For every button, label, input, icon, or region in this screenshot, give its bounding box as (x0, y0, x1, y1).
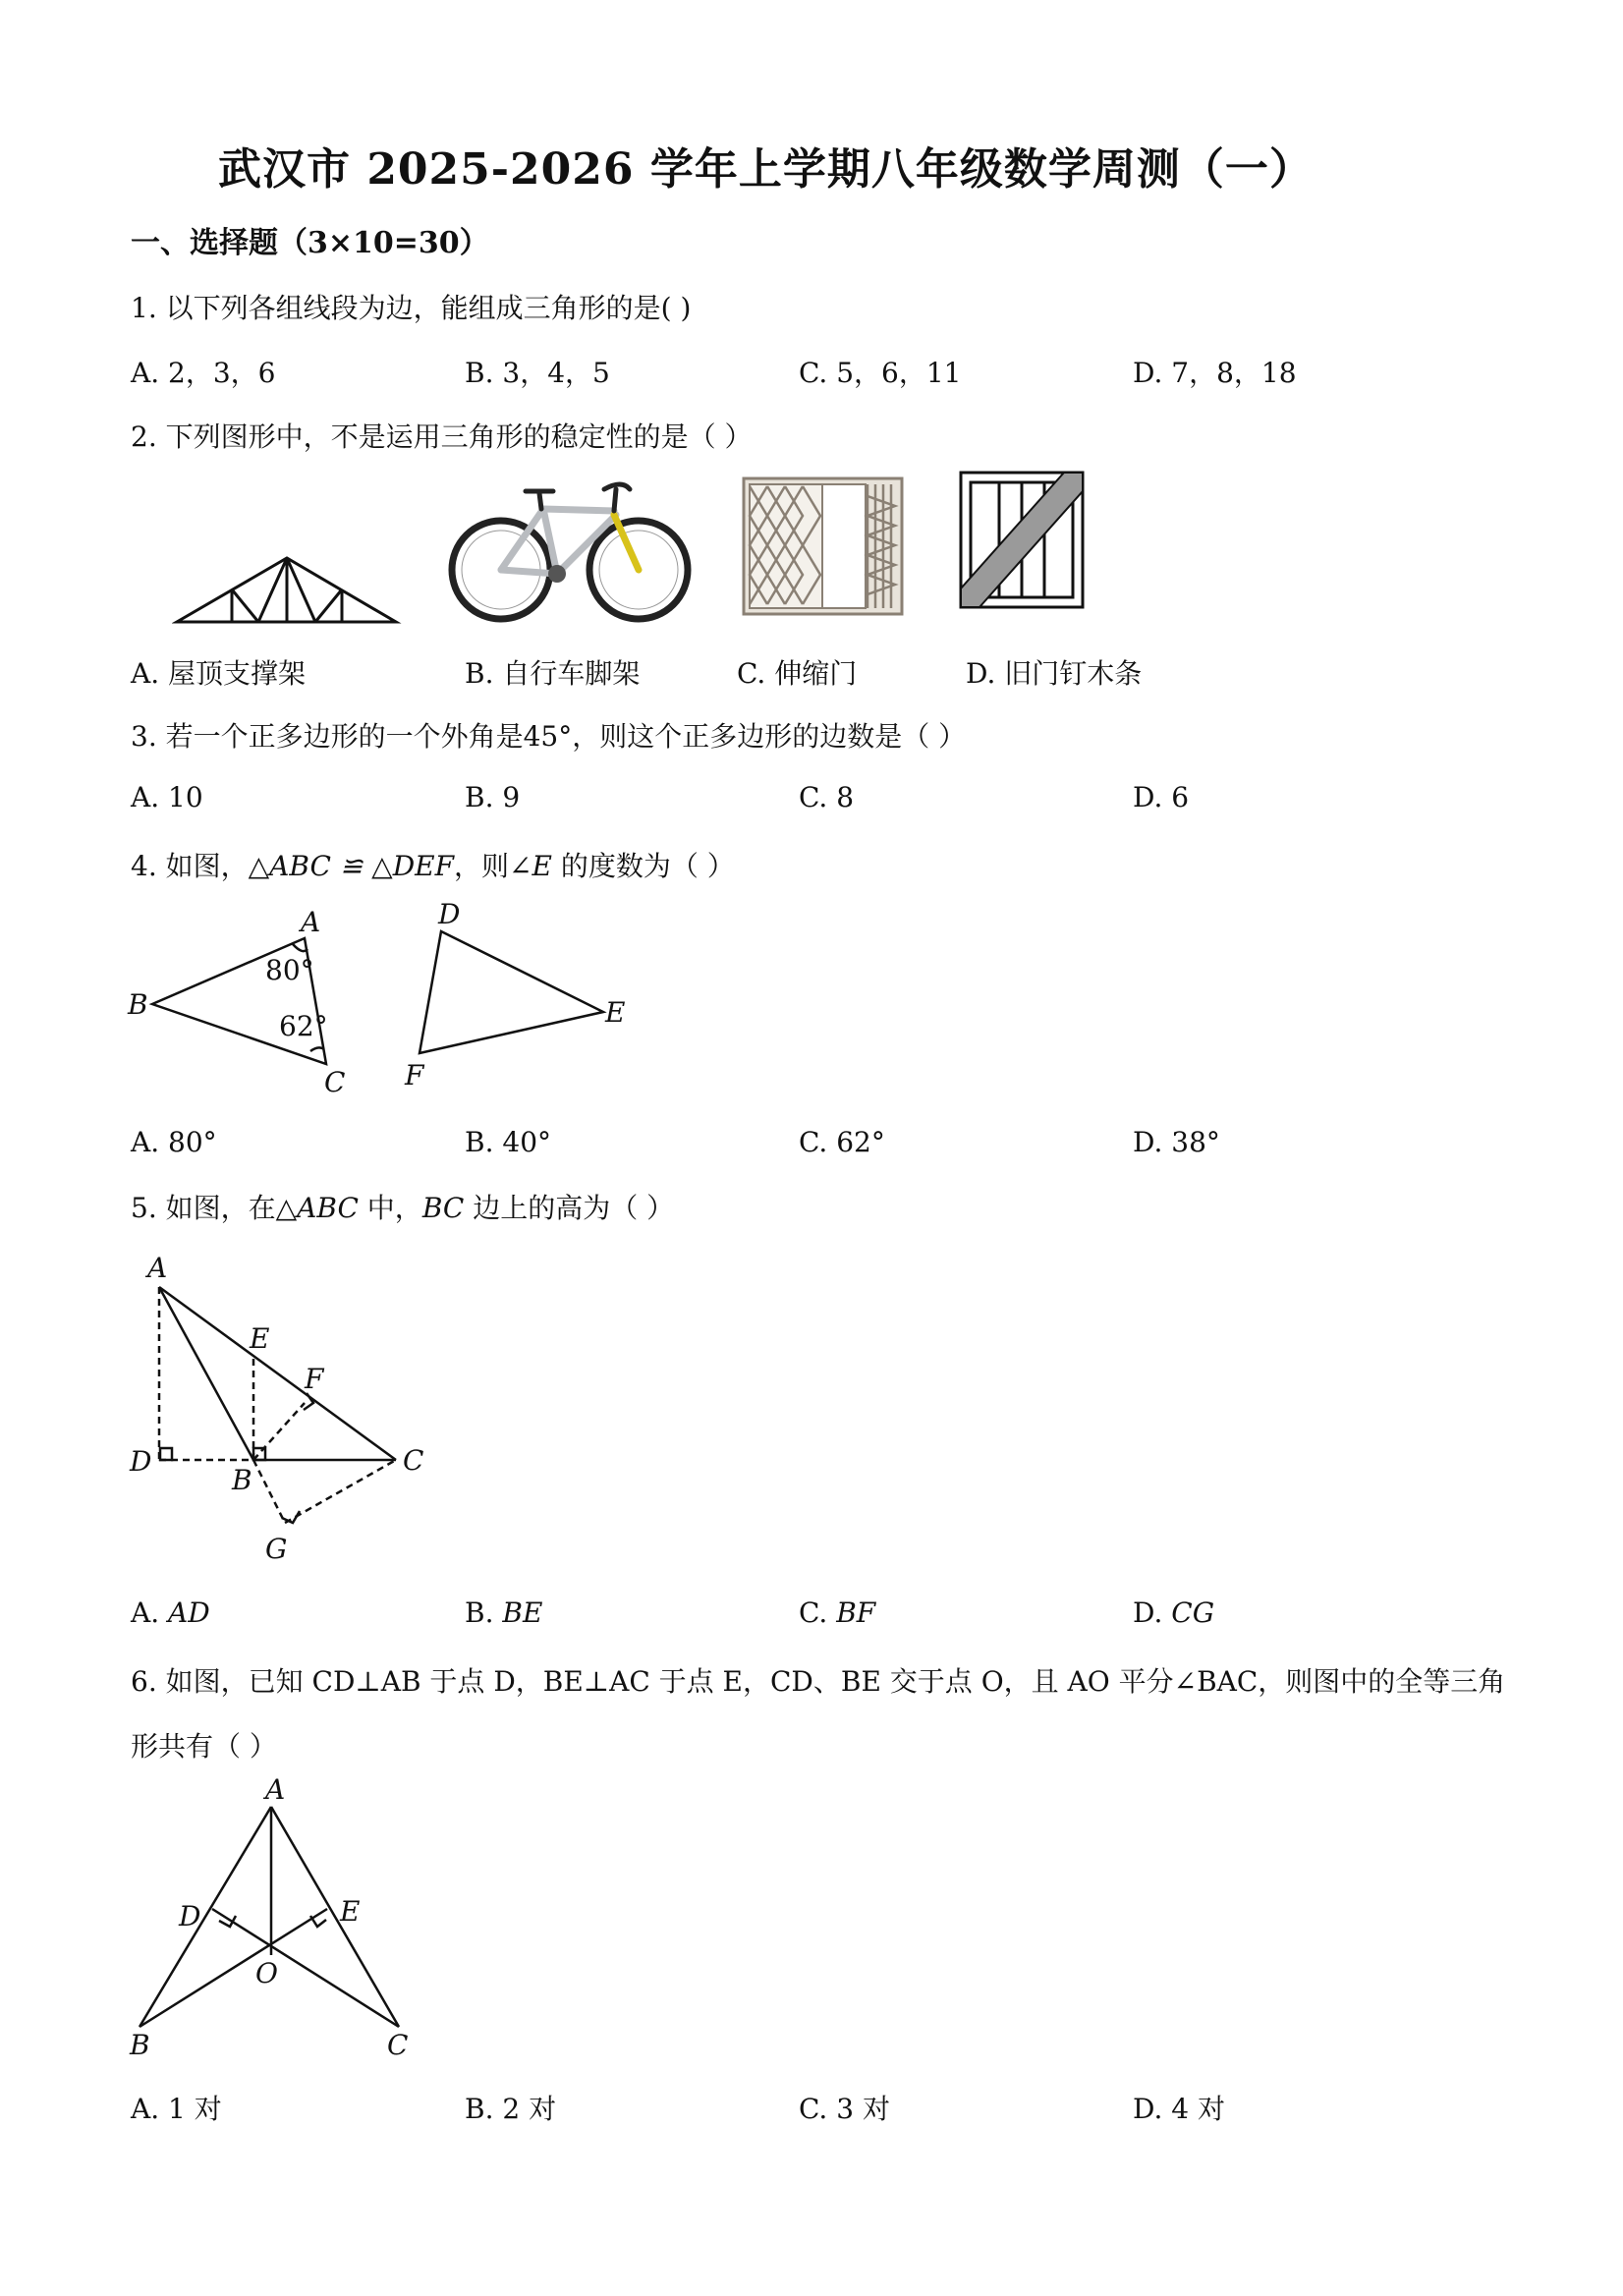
q6-label-b: B (130, 2029, 150, 2058)
q3-option-b: B. 9 (465, 781, 521, 813)
q4-triangles-figure (118, 896, 648, 1092)
question-2-stem: 2. 下列图形中，不是运用三角形的稳定性的是（ ） (131, 420, 753, 453)
section-heading: 一、选择题（3×10=30） (131, 226, 489, 260)
q5-label-b: B (232, 1464, 252, 1496)
q6-option-d: D. 4 对 (1133, 2093, 1225, 2125)
question-6-stem-line-2: 形共有（ ） (131, 1730, 277, 1763)
q5-label-a: A (147, 1252, 168, 1284)
q5-option-a-letter: A. (131, 1596, 169, 1629)
q4-option-c: C. 62° (799, 1126, 885, 1158)
q5-stem-pre: 5. 如图，在△ (131, 1192, 298, 1224)
q4-option-a: A. 80° (131, 1126, 217, 1158)
q5-label-f: F (305, 1363, 324, 1395)
q3-option-c: C. 8 (799, 781, 855, 813)
q6-option-c: C. 3 对 (799, 2093, 890, 2125)
q2-option-a: A. 屋顶支撑架 (131, 657, 307, 690)
q4-angle-a-label: 80° (265, 954, 314, 986)
q4-label-a: A (301, 906, 321, 938)
question-3-stem: 3. 若一个正多边形的一个外角是45°，则这个正多边形的边数是（ ） (131, 720, 967, 753)
q5-label-d: D (130, 1445, 152, 1478)
q4-stem-pre: 4. 如图， (131, 850, 249, 882)
question-4-stem (131, 845, 735, 884)
bicycle-figure (447, 476, 693, 623)
q4-label-f: F (405, 1059, 424, 1092)
question-5-stem (131, 1187, 674, 1226)
q6-label-e: E (340, 1895, 361, 1928)
q2-option-d: D. 旧门钉木条 (966, 657, 1143, 690)
q5-option-b (465, 1596, 542, 1629)
q4-label-d: D (438, 898, 461, 930)
q4-option-d: D. 38° (1133, 1126, 1220, 1158)
q6-label-o: O (255, 1957, 278, 1989)
q5-option-d (1133, 1596, 1214, 1629)
q4-stem-angle: ∠E (509, 850, 552, 882)
question-1-stem: 1. 以下列各组线段为边，能组成三角形的是( ) (131, 292, 692, 324)
q1-option-d: D. 7，8，18 (1133, 357, 1297, 389)
folding-gate-figure (742, 476, 904, 616)
q4-label-e: E (605, 996, 626, 1029)
q6-label-c: C (387, 2029, 409, 2058)
q4-stem-congruence: △ABC ≌ △DEF (248, 850, 455, 882)
q2-option-b: B. 自行车脚架 (465, 657, 641, 690)
q4-option-b: B. 40° (465, 1126, 552, 1158)
q5-stem-mid: 中， (358, 1192, 422, 1224)
q5-option-c (799, 1596, 875, 1629)
q5-option-d-value: CG (1171, 1596, 1215, 1629)
q5-option-b-value: BE (502, 1596, 543, 1629)
q4-stem-post: 的度数为（ ） (551, 850, 735, 882)
q2-option-c: C. 伸缩门 (737, 657, 858, 690)
q1-option-c: C. 5，6，11 (799, 357, 962, 389)
q3-option-d: D. 6 (1133, 781, 1190, 813)
q4-label-b: B (128, 988, 148, 1021)
q1-option-b: B. 3，4，5 (465, 357, 610, 389)
q4-label-c: C (324, 1066, 346, 1092)
q4-stem-mid: ，则 (454, 850, 510, 882)
q5-label-e: E (250, 1322, 270, 1355)
q5-option-a-value: AD (168, 1596, 210, 1629)
page-title: 武汉市 2025-2026 学年上学期八年级数学周测（一） (218, 144, 1314, 195)
q6-label-d: D (179, 1900, 201, 1932)
q3-option-a: A. 10 (131, 781, 203, 813)
q5-altitude-figure (118, 1246, 452, 1570)
q5-stem-triangle: ABC (297, 1192, 359, 1224)
question-6-stem-line-1: 6. 如图，已知 CD⊥AB 于点 D，BE⊥AC 于点 E，CD、BE 交于点 O，且 AO 平分∠BAC，则图中的全等三角 (131, 1665, 1506, 1698)
q6-option-b: B. 2 对 (465, 2093, 557, 2125)
old-door-brace-figure (958, 470, 1086, 610)
q5-stem-side: BC (421, 1192, 465, 1224)
q5-option-a (131, 1596, 210, 1629)
q5-label-c: C (403, 1444, 424, 1477)
q5-option-c-value: BF (836, 1596, 876, 1629)
q1-option-a: A. 2，3，6 (131, 357, 276, 389)
q5-option-c-letter: C. (799, 1596, 837, 1629)
q5-option-b-letter: B. (465, 1596, 503, 1629)
q4-angle-c-label: 62° (279, 1010, 328, 1042)
roof-truss-figure (172, 550, 403, 629)
q5-label-g: G (265, 1533, 288, 1565)
q5-option-d-letter: D. (1133, 1596, 1172, 1629)
q6-label-a: A (265, 1773, 286, 1806)
q6-option-a: A. 1 对 (131, 2093, 222, 2125)
q6-congruence-figure (118, 1773, 432, 2058)
q5-stem-post: 边上的高为（ ） (464, 1192, 675, 1224)
